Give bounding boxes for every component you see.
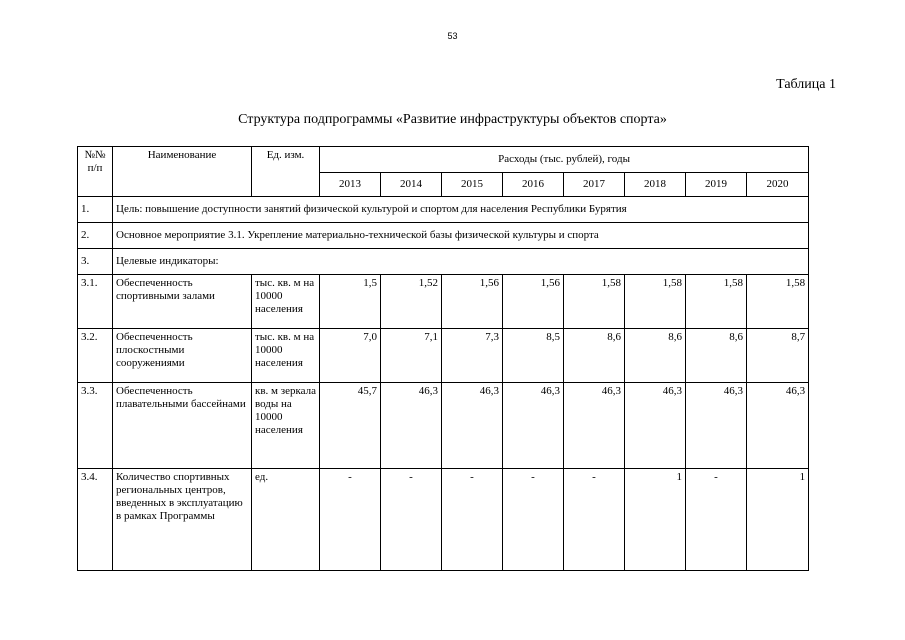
section-text: Основное мероприятие 3.1. Укрепление материально-технической базы физической культуры и спорта [113,223,809,249]
value-cell: - [564,469,625,571]
indicator-row [78,329,809,383]
row-num: 3.4. [78,469,113,571]
value-cell: 1 [747,469,809,571]
section-text: Целевые индикаторы: [113,249,809,275]
indicator-unit: кв. м зеркала воды на 10000 населения [252,383,320,469]
value-cell: 46,3 [503,383,564,469]
table-label: Таблица 1 [776,77,836,92]
value-cell: 46,3 [625,383,686,469]
indicator-name: Обеспеченность плавательными бассейнами [113,383,252,469]
header-row [78,147,809,173]
value-cell: 8,5 [503,329,564,383]
value-cell: 1,58 [625,275,686,329]
value-cell: 1,58 [686,275,747,329]
row-num: 3.3. [78,383,113,469]
value-cell: 1,5 [320,275,381,329]
value-cell: - [442,469,503,571]
value-cell: 46,3 [381,383,442,469]
value-cell: 46,3 [747,383,809,469]
value-cell: 1,52 [381,275,442,329]
year-cell: 2016 [503,173,564,197]
indicator-row [78,469,809,571]
header-unit: Ед. изм. [252,147,320,197]
value-cell: - [320,469,381,571]
section-row [78,197,809,223]
indicator-unit: ед. [252,469,320,571]
value-cell: 7,1 [381,329,442,383]
value-cell: - [381,469,442,571]
subprogram-table [77,146,809,571]
value-cell: 1,58 [747,275,809,329]
year-cell: 2013 [320,173,381,197]
indicator-name: Обеспеченность спортивными залами [113,275,252,329]
indicator-unit: тыс. кв. м на 10000 населения [252,275,320,329]
indicator-row [78,275,809,329]
value-cell: 1,56 [503,275,564,329]
value-cell: 46,3 [686,383,747,469]
row-num: 3.2. [78,329,113,383]
year-cell: 2015 [442,173,503,197]
value-cell: 1 [625,469,686,571]
value-cell: 45,7 [320,383,381,469]
year-cell: 2020 [747,173,809,197]
section-row [78,223,809,249]
value-cell: 8,6 [625,329,686,383]
value-cell: - [686,469,747,571]
page-number: 53 [447,31,458,41]
year-cell: 2017 [564,173,625,197]
value-cell: 8,7 [747,329,809,383]
row-num: 2. [78,223,113,249]
value-cell: 46,3 [442,383,503,469]
value-cell: 7,0 [320,329,381,383]
header-name: Наименование [113,147,252,197]
header-expenses: Расходы (тыс. рублей), годы [320,147,809,173]
value-cell: 8,6 [686,329,747,383]
indicator-unit: тыс. кв. м на 10000 населения [252,329,320,383]
value-cell: 7,3 [442,329,503,383]
year-cell: 2019 [686,173,747,197]
value-cell: - [503,469,564,571]
value-cell: 8,6 [564,329,625,383]
row-num: 3. [78,249,113,275]
indicator-name: Количество спортивных региональных центров, введенных в эксплуатацию в рамках Программы [113,469,252,571]
value-cell: 1,58 [564,275,625,329]
header-num: №№ п/п [78,147,113,197]
year-cell: 2018 [625,173,686,197]
section-text: Цель: повышение доступности занятий физической культурой и спортом для населения Республики Бурятия [113,197,809,223]
table-title: Структура подпрограммы «Развитие инфраструктуры объектов спорта» [238,112,667,127]
row-num: 3.1. [78,275,113,329]
value-cell: 46,3 [564,383,625,469]
section-row [78,249,809,275]
indicator-row [78,383,809,469]
indicator-name: Обеспеченность плоскостными сооружениями [113,329,252,383]
year-cell: 2014 [381,173,442,197]
row-num: 1. [78,197,113,223]
value-cell: 1,56 [442,275,503,329]
